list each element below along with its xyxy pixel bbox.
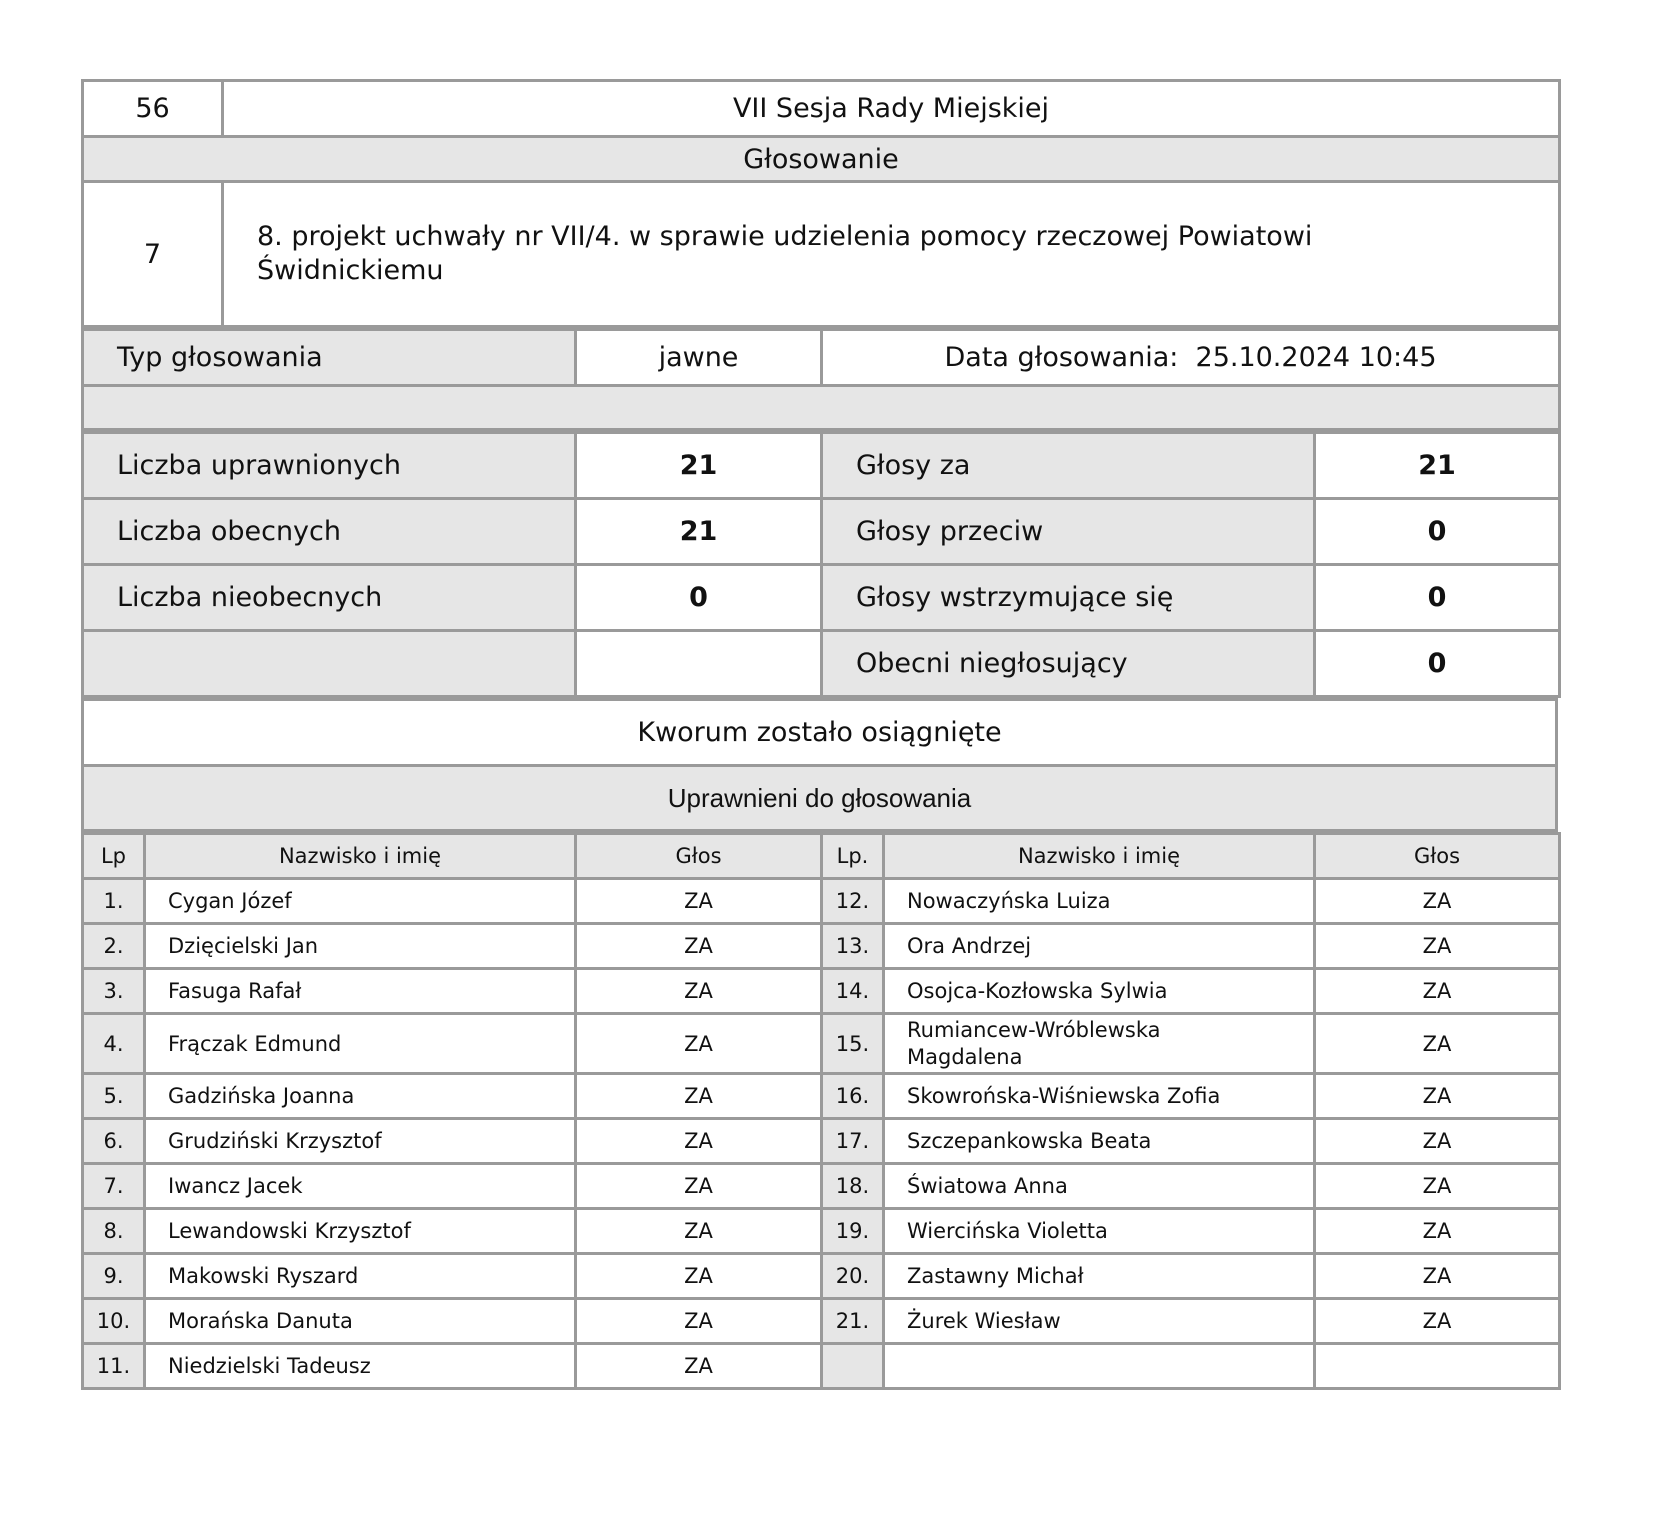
stat-value: 0 <box>1315 499 1560 565</box>
voter-vote: ZA <box>576 1119 822 1164</box>
table-row <box>83 1014 1560 1074</box>
voter-lp: 10. <box>83 1299 145 1344</box>
stat-value: 21 <box>576 499 822 565</box>
item-number: 7 <box>83 182 223 327</box>
item-title-line2: Świdnickiemu <box>257 255 444 286</box>
quorum-status: Kworum zostało osiągnięte <box>83 700 1557 766</box>
table-row <box>83 924 1560 969</box>
vote-type-value: jawne <box>576 330 822 386</box>
voter-name: Lewandowski Krzysztof <box>145 1209 576 1254</box>
quorum-row <box>83 700 1557 766</box>
voter-vote: ZA <box>576 924 822 969</box>
voters-column-headers <box>83 834 1560 879</box>
voter-lp: 3. <box>83 969 145 1014</box>
voter-vote: ZA <box>576 1209 822 1254</box>
stats-row <box>83 565 1560 631</box>
quorum-table <box>81 698 1558 832</box>
voter-name: Dzięcielski Jan <box>145 924 576 969</box>
col-name: Nazwisko i imię <box>145 834 576 879</box>
agenda-item-row <box>83 182 1560 327</box>
stats-row <box>83 631 1560 697</box>
col-vote: Głos <box>576 834 822 879</box>
table-row <box>83 1209 1560 1254</box>
voter-name-line2: Magdalena <box>907 1044 1023 1069</box>
table-row <box>83 1119 1560 1164</box>
voter-name-line1: Rumiancew-Wróblewska <box>907 1017 1161 1042</box>
voter-lp-empty <box>822 1344 884 1389</box>
voter-name: Morańska Danuta <box>145 1299 576 1344</box>
voter-lp: 20. <box>822 1254 884 1299</box>
voter-lp: 8. <box>83 1209 145 1254</box>
spacer-cell <box>83 386 1560 430</box>
section-title: Głosowanie <box>83 137 1560 182</box>
vote-type-row <box>83 330 1560 386</box>
voter-name: Ora Andrzej <box>884 924 1315 969</box>
voter-vote: ZA <box>576 1299 822 1344</box>
voter-name: Wiercińska Violetta <box>884 1209 1315 1254</box>
voter-lp: 11. <box>83 1344 145 1389</box>
session-row <box>83 81 1560 137</box>
item-title <box>223 182 1560 327</box>
voter-vote: ZA <box>1315 1074 1560 1119</box>
voter-lp: 7. <box>83 1164 145 1209</box>
spacer-row <box>83 386 1560 430</box>
stat-label: Głosy wstrzymujące się <box>822 565 1315 631</box>
col-lp: Lp <box>83 834 145 879</box>
stat-label: Liczba nieobecnych <box>83 565 576 631</box>
voter-vote: ZA <box>576 1344 822 1389</box>
voter-name: Makowski Ryszard <box>145 1254 576 1299</box>
voter-vote: ZA <box>576 1254 822 1299</box>
voter-name: Frączak Edmund <box>145 1014 576 1074</box>
table-row <box>83 1164 1560 1209</box>
voters-title: Uprawnieni do głosowania <box>83 766 1557 831</box>
voter-lp: 17. <box>822 1119 884 1164</box>
voter-name: Fasuga Rafał <box>145 969 576 1014</box>
col-name: Nazwisko i imię <box>884 834 1315 879</box>
voter-lp: 12. <box>822 879 884 924</box>
stats-row <box>83 499 1560 565</box>
section-title-row <box>83 137 1560 182</box>
voter-name: Cygan Józef <box>145 879 576 924</box>
table-row <box>83 969 1560 1014</box>
voter-vote: ZA <box>1315 1119 1560 1164</box>
stat-empty-value <box>576 631 822 697</box>
voter-lp: 9. <box>83 1254 145 1299</box>
voter-name: Zastawny Michał <box>884 1254 1315 1299</box>
report-header-table <box>81 79 1561 328</box>
stat-value: 0 <box>1315 631 1560 697</box>
stat-label: Obecni niegłosujący <box>822 631 1315 697</box>
stat-label: Głosy za <box>822 433 1315 499</box>
vote-date-value: 25.10.2024 10:45 <box>1195 342 1437 373</box>
voter-vote: ZA <box>1315 1299 1560 1344</box>
voting-report <box>81 79 1558 1390</box>
col-lp: Lp. <box>822 834 884 879</box>
voter-lp: 16. <box>822 1074 884 1119</box>
col-vote: Głos <box>1315 834 1560 879</box>
stat-value: 21 <box>576 433 822 499</box>
voter-lp: 1. <box>83 879 145 924</box>
voter-vote: ZA <box>576 879 822 924</box>
voter-vote: ZA <box>1315 1014 1560 1074</box>
item-title-line1: 8. projekt uchwały nr VII/4. w sprawie udzielenia pomocy rzeczowej Powiatowi <box>257 221 1313 252</box>
voter-vote: ZA <box>1315 969 1560 1014</box>
voter-name: Skowrońska-Wiśniewska Zofia <box>884 1074 1315 1119</box>
voter-name-empty <box>884 1344 1315 1389</box>
stat-value: 0 <box>1315 565 1560 631</box>
voter-vote: ZA <box>1315 1254 1560 1299</box>
voter-vote: ZA <box>1315 924 1560 969</box>
vote-date-label: Data głosowania: <box>944 342 1179 373</box>
session-number: 56 <box>83 81 223 137</box>
table-row <box>83 1074 1560 1119</box>
voter-lp: 18. <box>822 1164 884 1209</box>
table-row <box>83 1344 1560 1389</box>
voter-name: Grudziński Krzysztof <box>145 1119 576 1164</box>
table-row <box>83 1299 1560 1344</box>
stat-value: 0 <box>576 565 822 631</box>
voter-name: Żurek Wiesław <box>884 1299 1315 1344</box>
voter-vote-empty <box>1315 1344 1560 1389</box>
voter-lp: 4. <box>83 1014 145 1074</box>
stats-table <box>81 431 1561 698</box>
voter-vote: ZA <box>1315 1164 1560 1209</box>
voter-name: Niedzielski Tadeusz <box>145 1344 576 1389</box>
stat-label: Liczba obecnych <box>83 499 576 565</box>
voter-vote: ZA <box>576 1074 822 1119</box>
voter-vote: ZA <box>1315 1209 1560 1254</box>
voter-lp: 5. <box>83 1074 145 1119</box>
voter-lp: 15. <box>822 1014 884 1074</box>
voter-lp: 14. <box>822 969 884 1014</box>
voter-vote: ZA <box>576 1164 822 1209</box>
voter-lp: 2. <box>83 924 145 969</box>
voter-name: Nowaczyńska Luiza <box>884 879 1315 924</box>
stats-row <box>83 433 1560 499</box>
voters-table <box>81 832 1561 1390</box>
voter-name: Światowa Anna <box>884 1164 1315 1209</box>
voter-lp: 19. <box>822 1209 884 1254</box>
stat-value: 21 <box>1315 433 1560 499</box>
voters-title-row <box>83 766 1557 831</box>
voter-lp: 6. <box>83 1119 145 1164</box>
table-row <box>83 1254 1560 1299</box>
voter-name: Gadzińska Joanna <box>145 1074 576 1119</box>
stat-empty-label <box>83 631 576 697</box>
vote-type-label: Typ głosowania <box>83 330 576 386</box>
voter-vote: ZA <box>576 1014 822 1074</box>
voter-name: Szczepankowska Beata <box>884 1119 1315 1164</box>
stat-label: Głosy przeciw <box>822 499 1315 565</box>
session-title: VII Sesja Rady Miejskiej <box>223 81 1560 137</box>
stat-label: Liczba uprawnionych <box>83 433 576 499</box>
voter-vote: ZA <box>1315 879 1560 924</box>
voter-name <box>884 1014 1315 1074</box>
voter-lp: 21. <box>822 1299 884 1344</box>
table-row <box>83 879 1560 924</box>
voter-vote: ZA <box>576 969 822 1014</box>
vote-date <box>822 330 1560 386</box>
vote-type-table <box>81 328 1561 431</box>
voter-name: Iwancz Jacek <box>145 1164 576 1209</box>
voter-name: Osojca-Kozłowska Sylwia <box>884 969 1315 1014</box>
voter-lp: 13. <box>822 924 884 969</box>
